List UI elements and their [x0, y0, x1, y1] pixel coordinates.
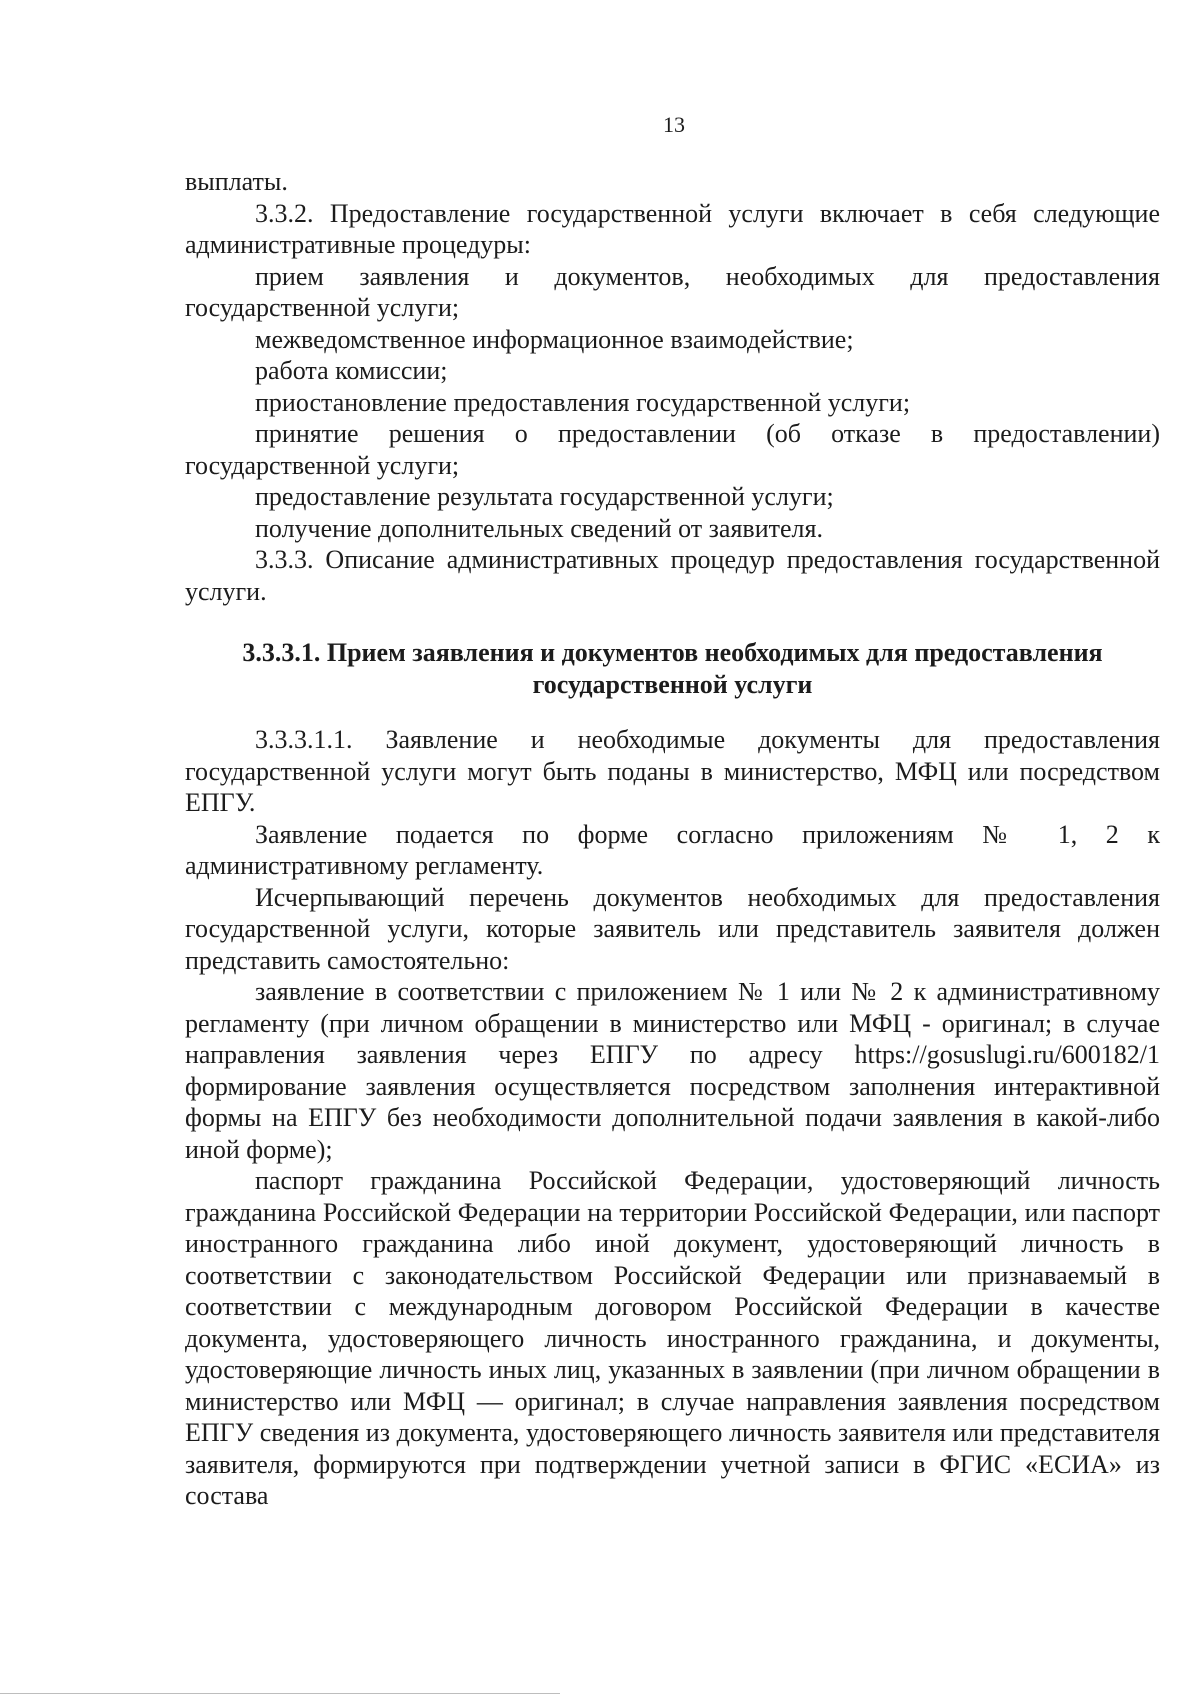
paragraph: выплаты.: [185, 167, 288, 196]
paragraph: межведомственное информационное взаимодействие;: [255, 324, 854, 354]
paragraph: паспорт гражданина Российской Федерации, удостоверяющий личность гражданина Российской Федерации на территории Российской Федерации, или паспорт иностранного гражданина либо иной документ, удостоверяющий личность в соответствии с законодательством Российской Федерации или признаваемый в соответствии с международным договором Российской Федерации в качестве документа, удостоверяющего личность иностранного гражданина, и документы, удостоверяющие личность иных лиц, указанных в заявлении (при личном обращении в министерство или МФЦ — оригинал; в случае направления заявления посредством ЕПГУ сведения из документа, удостоверяющего личность заявителя или представителя заявителя, формируются при подтверждении учетной записи в ФГИС «ЕСИА» из состава: [185, 1166, 1160, 1510]
paragraph: 3.3.3.1.1. Заявление и необходимые документы для предоставления государственной услуги могут быть поданы в министерство, МФЦ или посредством ЕПГУ.: [185, 725, 1160, 817]
section-heading: [185, 637, 1160, 700]
paragraphs-after-heading: [185, 724, 1160, 1512]
paragraph: получение дополнительных сведений от заявителя.: [255, 513, 823, 543]
paragraph: Заявление подается по форме согласно приложениям № 1, 2 к административному регламенту.: [185, 819, 1160, 880]
paragraph: прием заявления и документов, необходимых для предоставления государственной услуги;: [185, 261, 1160, 322]
paragraph: 3.3.3. Описание административных процедур предоставления государственной услуги.: [185, 545, 1160, 606]
section-heading-line: государственной услуги: [532, 669, 813, 699]
page-number: 13: [663, 112, 685, 137]
document-body: [185, 166, 1160, 1512]
paragraph: заявление в соответствии с приложением № 1 или № 2 к административному регламенту (при личном обращении в министерство или МФЦ - оригинал; в случае направления заявления через ЕПГУ по адресу https://gosuslugi.ru/600182/1 формирование заявления осуществляется посредством заполнения интерактивной формы на ЕПГУ без необходимости дополнительной подачи заявления в какой-либо иной форме);: [185, 977, 1160, 1164]
paragraph: Исчерпывающий перечень документов необходимых для предоставления государственной услуги, которые заявитель или представитель заявителя должен представить самостоятельно:: [185, 882, 1160, 975]
paragraph: работа комиссии;: [255, 356, 448, 385]
paragraph: приостановление предоставления государственной услуги;: [255, 387, 911, 417]
section-heading-line: 3.3.3.1. Прием заявления и документов необходимых для предоставления: [242, 638, 1103, 667]
paragraphs-before-heading: [185, 166, 1160, 607]
paragraph: принятие решения о предоставлении (об отказе в предоставлении) государственной услуги;: [185, 419, 1160, 480]
scan-edge-line: [0, 1693, 560, 1694]
paragraph: предоставление результата государственной услуги;: [255, 482, 834, 511]
paragraph: 3.3.2. Предоставление государственной услуги включает в себя следующие административные процедуры:: [185, 198, 1160, 259]
